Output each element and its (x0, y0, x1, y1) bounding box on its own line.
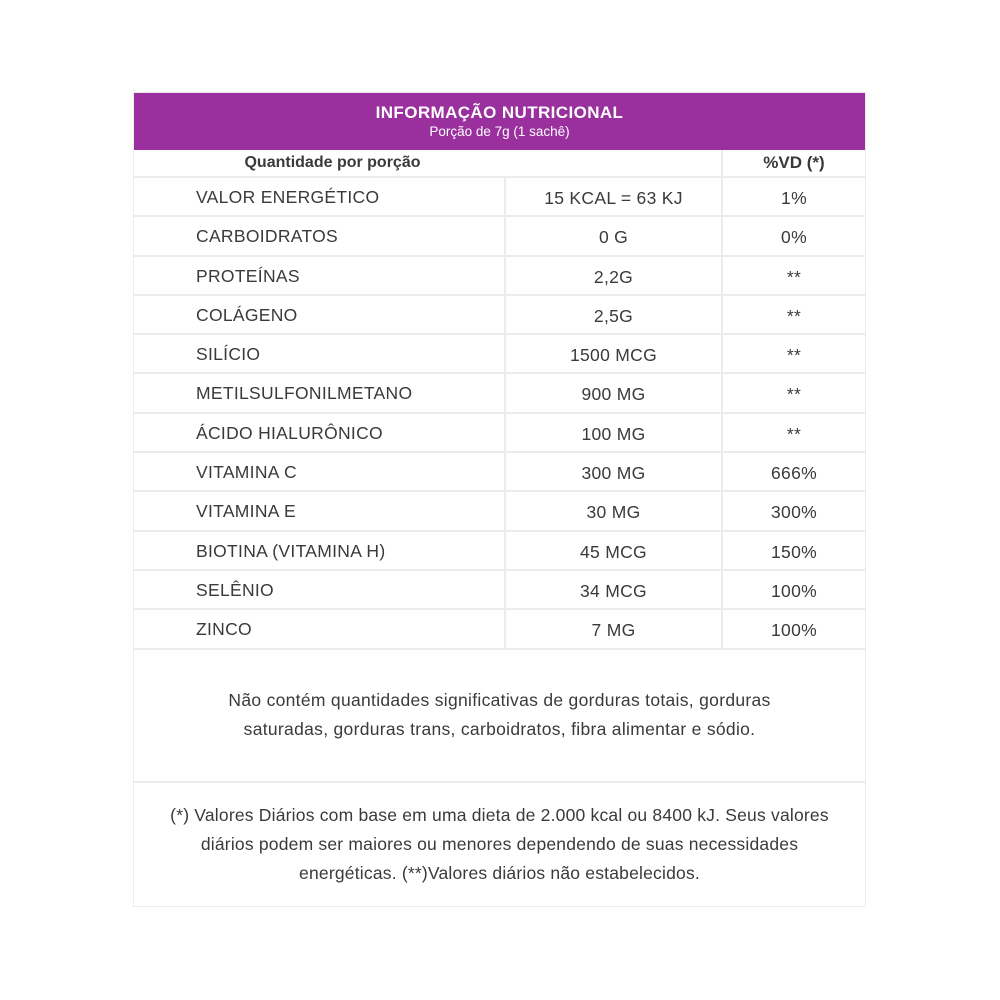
nutrient-amount: 1500 MCG (504, 335, 721, 372)
table-row (134, 335, 865, 374)
nutrition-facts-table (133, 92, 866, 907)
nutrient-vd: ** (721, 414, 865, 451)
nutrient-name: ÁCIDO HIALURÔNICO (196, 422, 383, 443)
table-row (134, 414, 865, 453)
table-row (134, 217, 865, 256)
no-significant-amounts-text: Não contém quantidades significativas de gorduras totais, gorduras saturadas, gorduras trans, carboidratos, fibra alimentar e sódio. (228, 690, 771, 740)
nutrient-name: VITAMINA C (196, 462, 297, 483)
nutrient-name: PROTEÍNAS (196, 265, 300, 286)
nutrient-vd: ** (721, 257, 865, 294)
nutrient-name: SILÍCIO (196, 344, 261, 365)
table-row (134, 610, 865, 649)
table-row (134, 571, 865, 610)
table-row (134, 257, 865, 296)
nutrient-vd: 100% (721, 610, 865, 647)
nutrient-name: BIOTINA (VITAMINA H) (196, 540, 386, 561)
table-row (134, 453, 865, 492)
daily-values-footnote (134, 783, 865, 906)
daily-values-text: (*) Valores Diários com base em uma dieta de 2.000 kcal ou 8400 kJ. Seus valores diários podem ser maiores ou menores dependendo de suas necessidades energéticas. (**)Valores diários não estabelecidos. (170, 804, 829, 883)
table-title: INFORMAÇÃO NUTRICIONAL (375, 103, 624, 122)
nutrient-amount: 45 MCG (504, 532, 721, 569)
vd-column-header: %VD (*) (721, 150, 865, 176)
nutrient-name: SELÊNIO (196, 579, 274, 600)
nutrient-name: METILSULFONILMETANO (196, 383, 413, 404)
table-row (134, 492, 865, 531)
nutrient-amount: 100 MG (504, 414, 721, 451)
serving-size: Porção de 7g (1 sachê) (429, 124, 570, 139)
nutrient-name: CARBOIDRATOS (196, 226, 339, 247)
nutrient-vd: ** (721, 374, 865, 411)
nutrient-amount: 900 MG (504, 374, 721, 411)
column-headers (134, 150, 865, 178)
nutrient-name: ZINCO (196, 619, 252, 640)
nutrient-name: VITAMINA E (196, 501, 296, 522)
table-row (134, 178, 865, 217)
nutrient-amount: 30 MG (504, 492, 721, 529)
nutrient-amount: 300 MG (504, 453, 721, 490)
nutrient-vd: 150% (721, 532, 865, 569)
nutrient-vd: ** (721, 296, 865, 333)
nutrient-vd: 300% (721, 492, 865, 529)
table-row (134, 296, 865, 335)
nutrient-vd: 1% (721, 178, 865, 215)
nutrient-name: VALOR ENERGÉTICO (196, 187, 380, 207)
nutrient-vd: 0% (721, 217, 865, 254)
nutrient-amount: 34 MCG (504, 571, 721, 608)
nutrient-vd: ** (721, 335, 865, 372)
nutrient-amount: 0 G (504, 217, 721, 254)
nutrient-amount: 7 MG (504, 610, 721, 647)
table-row (134, 374, 865, 413)
nutrient-amount: 15 KCAL = 63 KJ (504, 178, 721, 215)
no-significant-amounts-note (134, 650, 865, 783)
nutrient-vd: 666% (721, 453, 865, 490)
nutrient-vd: 100% (721, 571, 865, 608)
quantity-column-header: Quantidade por porção (244, 154, 421, 171)
nutrient-amount: 2,2G (504, 257, 721, 294)
nutrient-name: COLÁGENO (196, 304, 298, 325)
nutrient-amount: 2,5G (504, 296, 721, 333)
nutrient-rows (134, 178, 865, 650)
table-row (134, 532, 865, 571)
table-header (134, 93, 865, 150)
